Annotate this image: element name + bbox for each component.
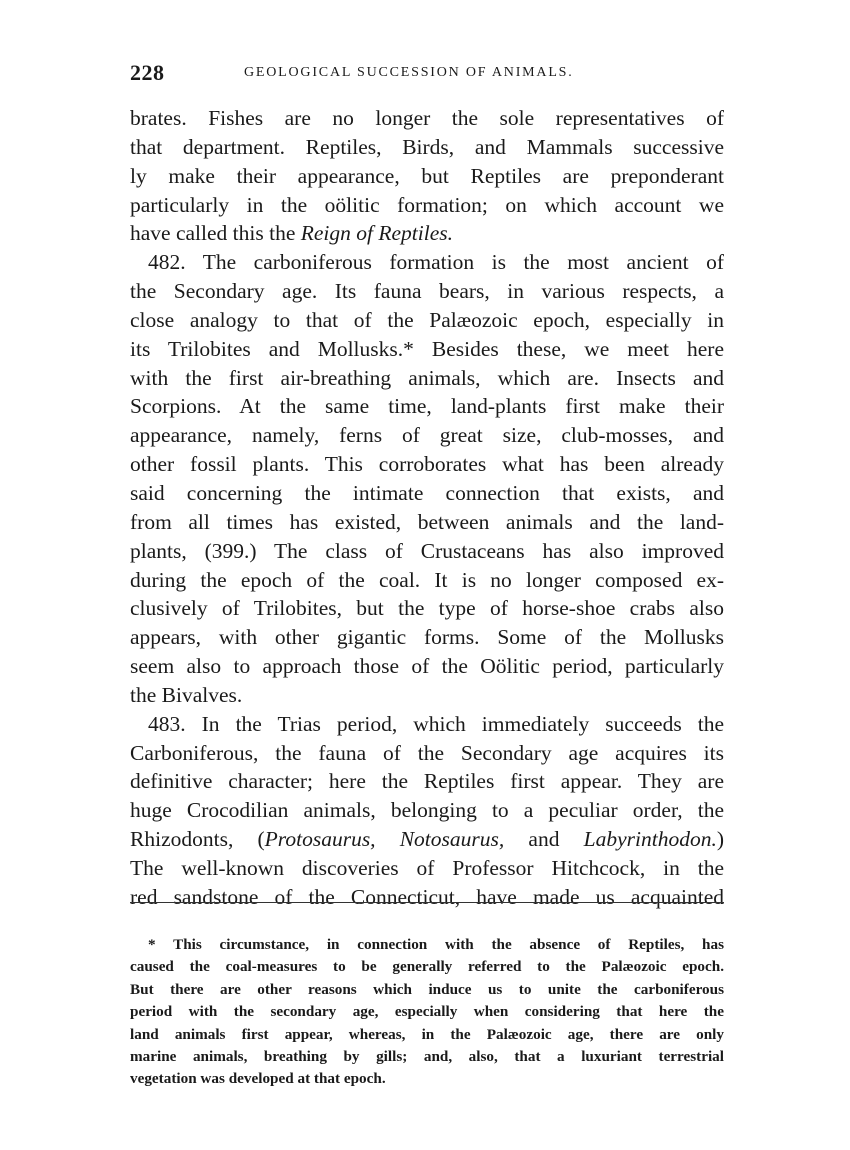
body-line: Carboniferous, the fauna of the Secondary age acquires its [130, 740, 724, 765]
footnote [130, 934, 724, 1091]
body-line: with the first air-breathing animals, which are. Insects and [130, 365, 724, 390]
footnote-divider [130, 902, 724, 903]
footnote-line: land animals first appear, whereas, in the Palæozoic age, there are only [130, 1025, 724, 1043]
page-number: 228 [130, 60, 165, 85]
body-line: red sandstone of the Connecticut, have made us acquainted [130, 884, 724, 909]
body-line: huge Crocodilian animals, belonging to a peculiar order, the [130, 798, 724, 823]
body-line: appears, with other gigantic forms. Some of the Mollusks [130, 625, 724, 650]
body-line: its Trilobites and Mollusks.* Besides these, we meet here [130, 336, 724, 361]
body-line: the Secondary age. Its fauna bears, in various respects, a [130, 279, 724, 304]
body-line: brates. Fishes are no longer the sole representatives of [130, 106, 724, 130]
body-line: 483. In the Trias period, which immediately succeeds the [148, 711, 724, 736]
body-line: the Bivalves. [130, 682, 243, 707]
body-line: other fossil plants. This corroborates what has been already [130, 452, 724, 477]
footnote-line: vegetation was developed at that epoch. [130, 1070, 386, 1088]
footnote-line: marine animals, breathing by gills; and, also, that a luxuriant terrestrial [130, 1047, 724, 1065]
body-line: said concerning the intimate connection that exists, and [130, 480, 724, 505]
body-line: plants, (399.) The class of Crustaceans has also improved [130, 538, 724, 563]
body-line: during the epoch of the coal. It is no longer composed ex- [130, 567, 724, 592]
body-line: clusively of Trilobites, but the type of horse-shoe crabs also [130, 596, 724, 621]
footnote-line: caused the coal-measures to be generally referred to the Palæozoic epoch. [130, 958, 724, 976]
body-line: seem also to approach those of the Oölitic period, particularly [130, 654, 724, 679]
footnote-line: period with the secondary age, especially when considering that here the [130, 1003, 724, 1021]
body-text [130, 104, 724, 912]
body-line: that department. Reptiles, Birds, and Mammals successive [130, 134, 724, 159]
page-header [130, 60, 720, 90]
running-title: GEOLOGICAL SUCCESSION OF ANIMALS. [244, 65, 574, 80]
body-line: 482. The carboniferous formation is the most ancient of [148, 250, 724, 275]
footnote-line: But there are other reasons which induce us to unite the carboniferous [130, 980, 724, 998]
body-line: Scorpions. At the same time, land-plants first make their [130, 394, 724, 419]
body-line: particularly in the oölitic formation; on which account we [130, 192, 724, 217]
body-line: appearance, namely, ferns of great size, club-mosses, and [130, 423, 724, 448]
body-line: have called this the Reign of Reptiles. [130, 221, 454, 246]
body-line: from all times has existed, between animals and the land- [130, 509, 724, 534]
body-line: Rhizodonts, (Protosaurus, Notosaurus, and Labyrinthodon.) [130, 827, 724, 852]
body-line: ly make their appearance, but Reptiles are preponderant [130, 163, 724, 188]
body-line: definitive character; here the Reptiles first appear. They are [130, 769, 724, 794]
body-line: The well-known discoveries of Professor Hitchcock, in the [130, 855, 724, 880]
body-line: close analogy to that of the Palæozoic epoch, especially in [130, 307, 724, 332]
footnote-line: * This circumstance, in connection with the absence of Reptiles, has [148, 936, 724, 953]
